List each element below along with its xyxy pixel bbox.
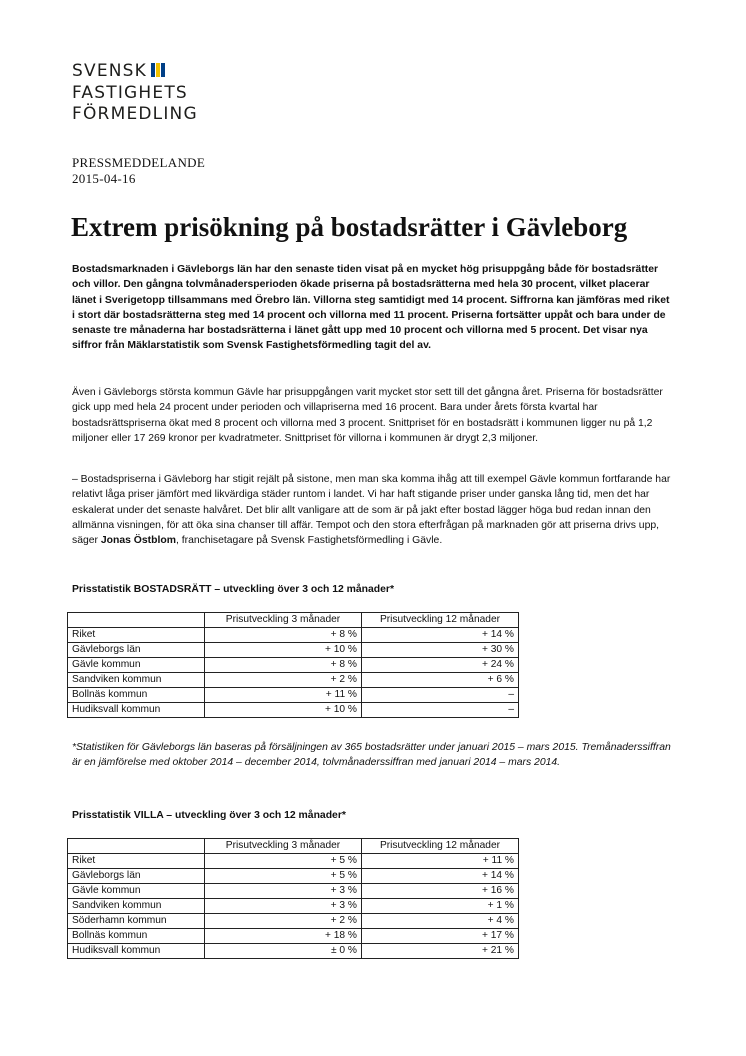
value-3m-cell: + 8 %: [205, 628, 362, 643]
header-cell: Prisutveckling 3 månader: [205, 839, 362, 854]
value-12m-cell: –: [362, 688, 519, 703]
header-cell: [68, 839, 205, 854]
quote-person: Jonas Östblom: [100, 535, 176, 547]
value-3m-cell: ± 0 %: [205, 944, 362, 959]
value-12m-cell: + 30 %: [362, 643, 519, 658]
press-header: [72, 155, 205, 187]
table-row: [68, 703, 519, 718]
region-cell: Gävle kommun: [68, 658, 205, 673]
value-12m-cell: + 17 %: [362, 929, 519, 944]
value-12m-cell: –: [362, 703, 519, 718]
region-cell: Bollnäs kommun: [68, 688, 205, 703]
value-3m-cell: + 18 %: [205, 929, 362, 944]
value-12m-cell: + 24 %: [362, 658, 519, 673]
value-3m-cell: + 11 %: [205, 688, 362, 703]
value-12m-cell: + 21 %: [362, 944, 519, 959]
region-cell: Söderhamn kommun: [68, 914, 205, 929]
value-3m-cell: + 10 %: [205, 643, 362, 658]
value-3m-cell: + 8 %: [205, 658, 362, 673]
table-row: [68, 658, 519, 673]
region-cell: Gävleborgs län: [68, 643, 205, 658]
press-label: PRESSMEDDELANDE: [72, 155, 206, 170]
table-header-row: [68, 613, 519, 628]
quote-text: – Bostadspriserna i Gävleborg har stigit rejält på sistone, men man ska komma ihåg att till exempel Gävle kommun fortfarande har relativt låga priser jämfört med likvärdiga städer runtom i landet. Vi har haft stigande priser under ganska lång tid, men det har eskalerat under det senaste halvåret. Det blir allt vanligare att de som är på jakt efter bostad lägger höga bud redan innan den allmänna visningen, för att öka sina chanser till affär. Tempot och den stora efterfrågan på marknaden gör att priserna drivs upp, säger: [72, 474, 671, 547]
table-row: [68, 929, 519, 944]
logo-line-3: FÖRMEDLING: [72, 104, 198, 124]
region-cell: Hudiksvall kommun: [68, 703, 205, 718]
table-row: [68, 673, 519, 688]
table-bostadsratt: [67, 612, 519, 718]
intro-paragraph: Bostadsmarknaden i Gävleborgs län har den senaste tiden visat på en mycket hög prisuppgång både för bostadsrätter och villor. Den gångna tolvmånadersperioden ökade priserna på bostadsrätterna med hela 30 procent, vilket placerar länet i Sverigetopp tillsammans med Örebro län. Villorna steg samtidigt med 14 procent. Siffrorna kan jämföras med riket i stort där bostadsrätterna steg med 14 procent och villorna med 11 procent. Priserna fortsätter uppåt och bara under de senaste tre månaderna har bostadsrätterna i länet gått upp med 10 procent och villorna med 5 procent. Det visar nya siffror från Mäklarstatistik som Svensk Fastighetsförmedling tagit del av.: [72, 264, 670, 352]
region-cell: Sandviken kommun: [68, 673, 205, 688]
table-row: [68, 884, 519, 899]
header-cell: Prisutveckling 12 månader: [362, 613, 519, 628]
region-cell: Sandviken kommun: [68, 899, 205, 914]
swedish-flag-icon: [151, 62, 166, 83]
value-12m-cell: + 4 %: [362, 914, 519, 929]
value-12m-cell: + 16 %: [362, 884, 519, 899]
table-row: [68, 643, 519, 658]
value-12m-cell: + 6 %: [362, 673, 519, 688]
value-3m-cell: + 10 %: [205, 703, 362, 718]
logo-line-2: FASTIGHETS: [72, 83, 188, 103]
region-cell: Bollnäs kommun: [68, 929, 205, 944]
table-row: [68, 854, 519, 869]
value-3m-cell: + 5 %: [205, 869, 362, 884]
press-date: 2015-04-16: [72, 171, 136, 186]
quote-tail: , franchisetagare på Svensk Fastighetsförmedling i Gävle.: [175, 535, 443, 547]
table-title-villa: Prisstatistik VILLA – utveckling över 3 och 12 månader*: [72, 810, 346, 821]
table-header-row: [68, 839, 519, 854]
region-cell: Gävle kommun: [68, 884, 205, 899]
quote-paragraph: [72, 472, 674, 548]
value-12m-cell: + 11 %: [362, 854, 519, 869]
footnote: *Statistiken för Gävleborgs län baseras på försäljningen av 365 bostadsrätter under januari 2015 – mars 2015. Tremånaderssiffran är en jämförelse med oktober 2014 – december 2014, tolvmånaderssiffran med januari 2014 – mars 2014.: [72, 742, 671, 769]
table-row: [68, 688, 519, 703]
company-logo: [72, 61, 198, 125]
table-row: [68, 914, 519, 929]
value-12m-cell: + 14 %: [362, 869, 519, 884]
value-3m-cell: + 5 %: [205, 854, 362, 869]
value-3m-cell: + 3 %: [205, 899, 362, 914]
header-cell: Prisutveckling 3 månader: [205, 613, 362, 628]
value-3m-cell: + 2 %: [205, 673, 362, 688]
region-cell: Hudiksvall kommun: [68, 944, 205, 959]
region-cell: Riket: [68, 628, 205, 643]
table-row: [68, 944, 519, 959]
table-row: [68, 899, 519, 914]
value-12m-cell: + 14 %: [362, 628, 519, 643]
logo-line-1: SVENSK: [72, 61, 148, 81]
header-cell: Prisutveckling 12 månader: [362, 839, 519, 854]
header-cell: [68, 613, 205, 628]
table-row: [68, 628, 519, 643]
region-cell: Gävleborgs län: [68, 869, 205, 884]
value-3m-cell: + 3 %: [205, 884, 362, 899]
region-cell: Riket: [68, 854, 205, 869]
page-title: Extrem prisökning på bostadsrätter i Gävleborg: [71, 212, 628, 242]
value-12m-cell: + 1 %: [362, 899, 519, 914]
table-title-bostadsratt: Prisstatistik BOSTADSRÄTT – utveckling över 3 och 12 månader*: [72, 584, 395, 595]
table-villa: [67, 838, 519, 959]
body-paragraph: Även i Gävleborgs största kommun Gävle har prisuppgången varit mycket stor sett till det gångna året. Priserna för bostadsrätter gick upp med hela 24 procent under perioden och villapriserna med 16 procent. Bara under årets första kvartal har bostadsrättspriserna ökat med 8 procent och villorna med 3 procent. Snittpriset för en bostadsrätt i kommunen ligger nu på 1,2 miljoner eller 17 269 kronor per kvadratmeter. Snittpriset för villorna i kommunen är drygt 2,3 miljoner.: [72, 387, 663, 444]
value-3m-cell: + 2 %: [205, 914, 362, 929]
table-row: [68, 869, 519, 884]
